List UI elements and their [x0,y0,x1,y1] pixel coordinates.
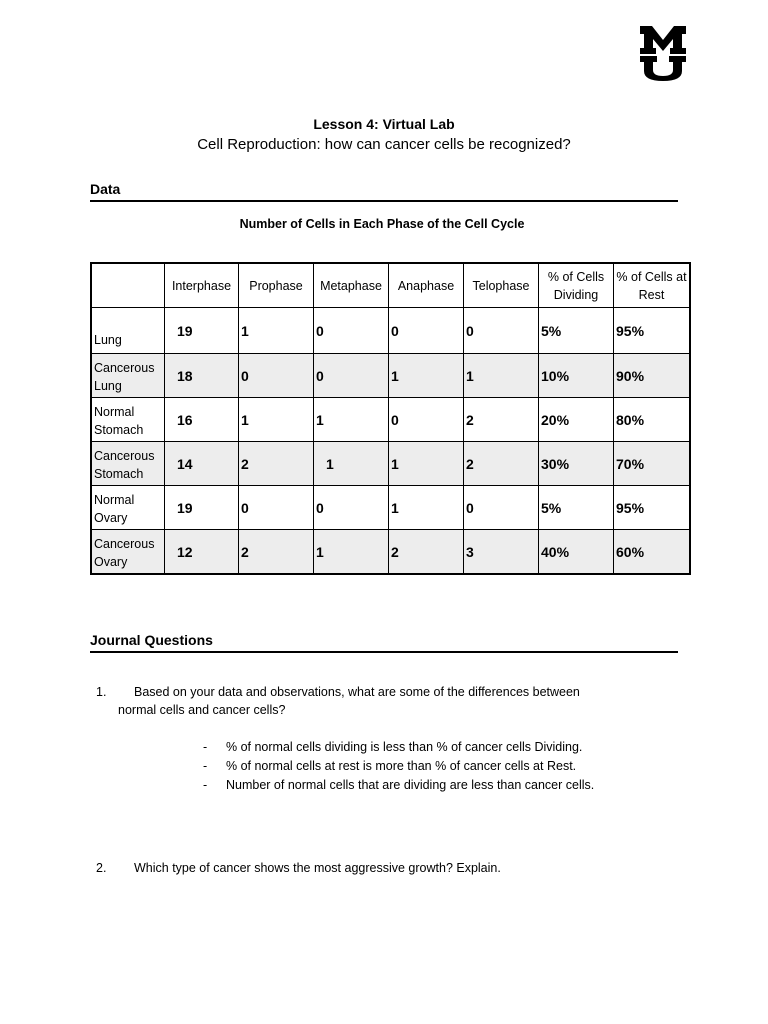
table-cell: 10% [539,354,614,398]
table-cell: 1 [314,442,389,486]
table-cell: 0 [464,308,539,354]
table-cell: 12 [165,530,239,573]
question-2 [96,859,501,877]
table-cell: 5% [539,308,614,354]
table-cell: 1 [464,354,539,398]
table-cell: 1 [389,354,464,398]
header-cell: Metaphase [314,264,389,308]
data-heading: Data [90,181,678,202]
table-cell: 16 [165,398,239,442]
answer-text: % of normal cells at rest is more than % of cancer cells at Rest. [226,759,577,773]
dash-bullet: - [203,740,208,754]
table-header-row [92,264,689,308]
header-cell: % of Cells Dividing [539,264,614,308]
table-cell: 95% [614,486,689,530]
table-cell: 2 [239,530,314,573]
table-cell: 2 [389,530,464,573]
table-cell: 1 [239,398,314,442]
table-row [92,354,689,398]
table-cell: 95% [614,308,689,354]
answer-text: Number of normal cells that are dividing are less than cancer cells. [226,778,595,792]
question-text: Based on your data and observations, what are some of the differences between [134,685,580,699]
row-label: Cancerous Ovary [92,530,165,573]
row-label: Normal Stomach [92,398,165,442]
table-cell: 90% [614,354,689,398]
list-item [203,776,594,795]
row-label: Cancerous Lung [92,354,165,398]
table-cell: 3 [464,530,539,573]
answer-list [203,738,594,795]
answer-text: % of normal cells dividing is less than % of cancer cells Dividing. [226,740,583,754]
table-cell: 2 [464,398,539,442]
table-cell: 30% [539,442,614,486]
table-cell: 19 [165,308,239,354]
table-row [92,442,689,486]
table-cell: 1 [314,398,389,442]
table-row [92,530,689,573]
table-row [92,308,689,354]
header-cell: Telophase [464,264,539,308]
row-label: Lung [92,308,165,354]
table-cell: 1 [314,530,389,573]
row-label: Normal Ovary [92,486,165,530]
journal-heading: Journal Questions [90,632,678,653]
list-item [203,757,594,776]
table-cell: 0 [389,398,464,442]
dash-bullet: - [203,778,208,792]
header-cell: Prophase [239,264,314,308]
table-cell: 18 [165,354,239,398]
dash-bullet: - [203,759,208,773]
table-cell: 0 [239,354,314,398]
table-cell: 2 [239,442,314,486]
list-item [203,738,594,757]
question-number: 1. [96,685,107,699]
table-cell: 0 [239,486,314,530]
table-cell: 5% [539,486,614,530]
table-cell: 0 [314,354,389,398]
table-cell: 20% [539,398,614,442]
title-block [0,114,768,156]
cell-cycle-table [90,262,691,575]
mu-logo [638,24,688,82]
table-cell: 1 [389,486,464,530]
table-title: Number of Cells in Each Phase of the Cell Cycle [239,217,525,231]
question-text-continued: normal cells and cancer cells? [118,703,286,717]
header-cell: Interphase [165,264,239,308]
question-number: 2. [96,861,107,875]
table-cell: 14 [165,442,239,486]
table-row [92,398,689,442]
lesson-title: Lesson 4: Virtual Lab [313,116,455,132]
table-cell: 0 [464,486,539,530]
table-cell: 1 [239,308,314,354]
table-cell: 80% [614,398,689,442]
row-label: Cancerous Stomach [92,442,165,486]
table-cell: 1 [389,442,464,486]
header-cell [92,264,165,308]
table-row [92,486,689,530]
table-cell: 2 [464,442,539,486]
header-cell: % of Cells at Rest [614,264,689,308]
table-cell: 19 [165,486,239,530]
header-cell: Anaphase [389,264,464,308]
table-cell: 70% [614,442,689,486]
lesson-subtitle: Cell Reproduction: how can cancer cells be recognized? [197,136,571,153]
table-cell: 40% [539,530,614,573]
table-cell: 0 [314,308,389,354]
table-cell: 0 [389,308,464,354]
table-cell: 0 [314,486,389,530]
question-text: Which type of cancer shows the most aggressive growth? Explain. [134,861,501,875]
question-1 [96,683,580,719]
table-cell: 60% [614,530,689,573]
